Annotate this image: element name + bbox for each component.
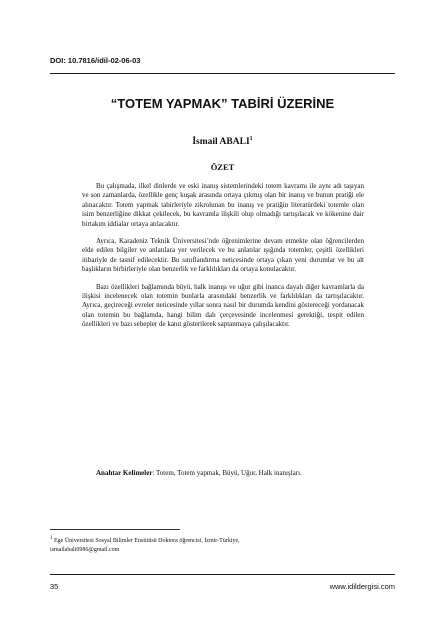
journal-website: www.idildergisi.com <box>329 582 395 591</box>
footer-rule <box>50 574 395 575</box>
abstract-paragraph: Ayrıca, Karadeniz Teknik Üniversitesi’nde öğrenimlerine devam etmekte olan öğrencilerden elde edilen bilgiler ve anlatılara yer verilecek ve bu anlatılar ışığında totemler, çeşitli özellikleri itibariyle de tasnif edilecektir. Bu sınıflandırma neticesinde ortaya çıkan yeni durumlar ve bu alt başlıkların birbirleriyle olan benzerlik ve farklılıkları da ortaya konulacaktır. <box>82 237 364 274</box>
abstract-heading: ÖZET <box>210 162 235 172</box>
author-line <box>0 136 445 147</box>
footnote <box>50 535 390 554</box>
footnote-rule <box>50 529 180 530</box>
article-title: “TOTEM YAPMAK” TABİRİ ÜZERİNE <box>110 96 335 111</box>
footnote-mark: 1 <box>50 536 53 541</box>
keywords-line <box>82 469 364 478</box>
keywords-value: : Totem, Totem yapmak, Büyü, Uğur, Halk inanışları. <box>152 469 302 477</box>
page-number: 35 <box>50 582 59 591</box>
abstract-paragraph: Bu çalışmada, ilkel dinlerde ve eski inanış sistemlerindeki totem kavramı ile aynı adı taşıyan ve son zamanlarda, özellikle genç kuşak arasında ortaya çıkmış olan bir inanış ve bunun pratiği ele alınacaktır. Totem yapmak tabirleriyle zikrolunan bu inanış ve pratiğin literatürdeki totemle olan isim benzerliğine dikkat çekilecek, bu kavramla ilişkili olup olmadığı tartışılacak ve kökenine dair birtakım iddialar ortaya atılacaktır. <box>82 182 364 228</box>
footnote-email: ismailabali0986@gmail.com <box>50 546 120 553</box>
author-name: İsmail ABALI <box>192 137 250 148</box>
footnote-affiliation: Ege Üniversitesi Sosyal Bilimler Enstitüsü Doktora öğrencisi, İzmir-Türkiye, <box>54 538 240 544</box>
author-footnote-mark: 1 <box>249 136 253 142</box>
keywords-label: Anahtar Kelimeler <box>96 469 153 477</box>
doi-header: DOI: 10.7816/idil-02-06-03 <box>50 56 141 65</box>
abstract-body <box>82 182 364 338</box>
abstract-paragraph: Bazı özellikleri bağlamında büyü, halk inanışı ve uğur gibi inanca dayalı diğer kavramlarla da ilişkisi incelenecek olan totemin bunlarla arasındaki benzerlik ve farklılıkları da tartışılacaktır. Ayrıca, geçireceği evreler neticesinde yıllar sonra nasıl bir durumda kendini göstereceği yordanacak olan totemin bu bağlamda, hangi bilim dalı çerçevesinde incelenmesi gerektiği, tespit edilen özellikleri ve bazı sebepler de kanıt gösterilerek saptanmaya çalışılacaktır. <box>82 282 364 329</box>
header-rule <box>50 73 395 74</box>
